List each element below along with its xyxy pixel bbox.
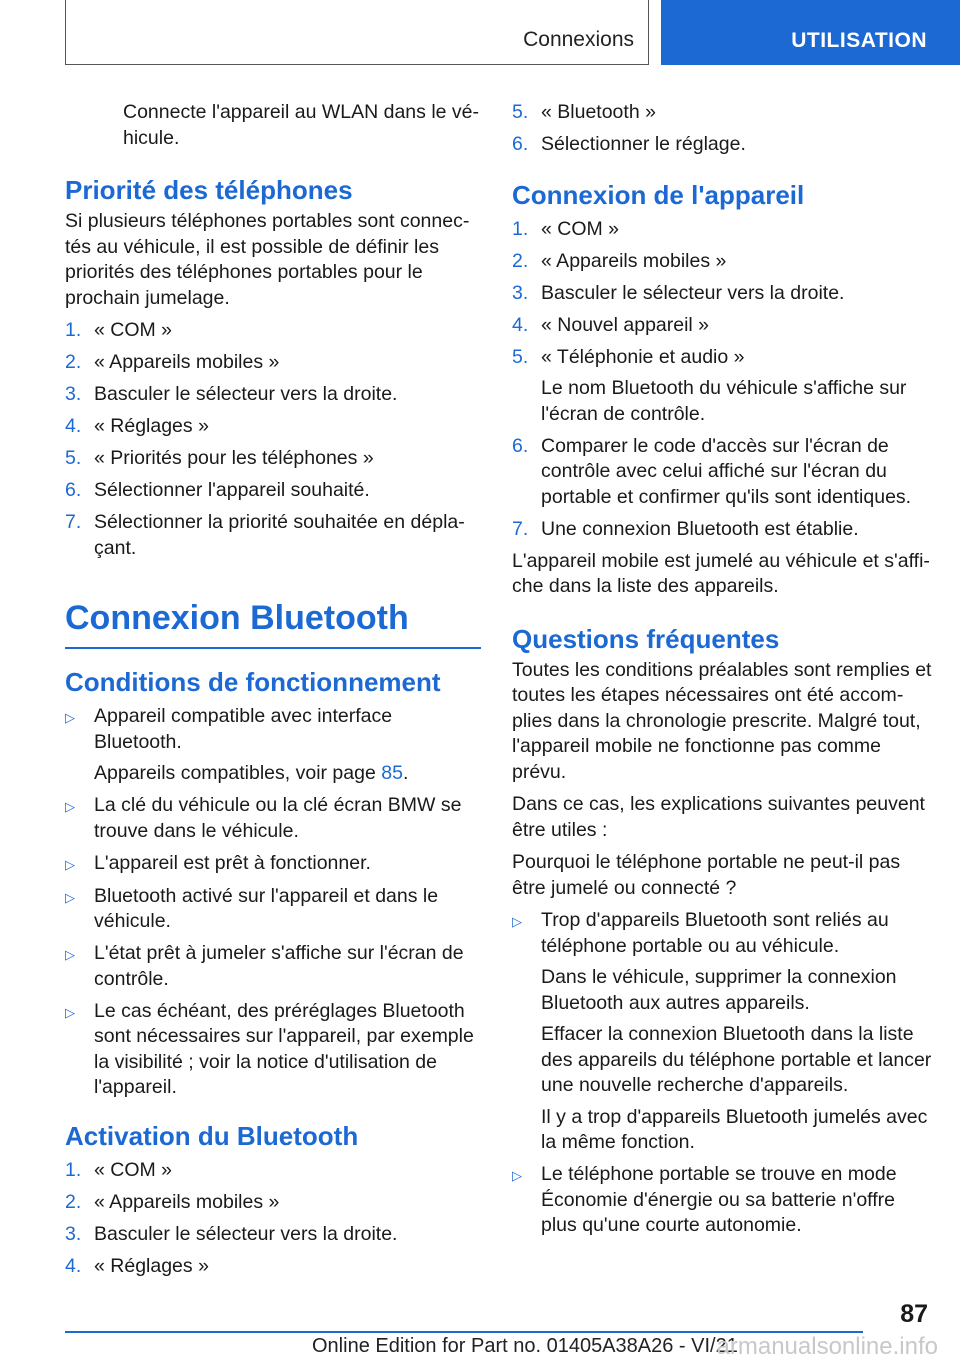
triangle-right-icon: ▷: [65, 947, 75, 962]
list-item: [512, 313, 932, 339]
condition-text: Le cas échéant, des préréglages Bluetooth sont nécessaires sur l'appareil, par exemple la visibilité ; voir la notice d'utilisation de l'appareil.: [94, 999, 474, 1098]
list-item: [512, 100, 932, 126]
list-item: [512, 249, 932, 275]
page-link[interactable]: 85: [381, 762, 403, 784]
step-text: Basculer le sélecteur vers la droite.: [94, 1222, 398, 1245]
list-item: [65, 382, 481, 408]
list-item: [65, 510, 481, 561]
triangle-right-icon: ▷: [512, 914, 522, 929]
list-item: [512, 434, 932, 511]
step-text: « Priorités pour les téléphones »: [94, 447, 374, 469]
list-item: [512, 1162, 932, 1239]
step-text: « COM »: [541, 217, 620, 240]
faq-list: [512, 908, 932, 1239]
step-text: Une connexion Bluetooth est établie.: [541, 517, 859, 540]
step-number: 6.: [512, 434, 529, 457]
triangle-right-icon: ▷: [65, 710, 75, 725]
step-text: « Réglages »: [94, 1254, 209, 1277]
footer-watermark: armanualsonline.info: [716, 1333, 938, 1360]
step-number: 5.: [512, 345, 529, 368]
connect-steps: [512, 217, 932, 543]
step-text: « Réglages »: [94, 415, 209, 437]
step-number: 4.: [65, 1254, 82, 1277]
faq-p3: Pourquoi le téléphone portable ne peut-il pas être jumelé ou connecté ?: [512, 851, 901, 899]
list-item: [65, 1254, 481, 1280]
step-text: Sélectionner le réglage.: [541, 133, 746, 155]
connect-after: L'appareil mobile est jumelé au véhicule et s'affiche dans la liste des appareils.: [512, 549, 930, 597]
step-subtext: Le nom Bluetooth du véhicule s'affiche sur l'écran de contrôle.: [541, 377, 907, 425]
step-text: « Appareils mobiles »: [94, 1190, 280, 1213]
step-number: 2.: [65, 351, 82, 373]
step-text: Basculer le sélecteur vers la droite.: [94, 383, 398, 405]
list-item: [65, 1222, 481, 1248]
header-chapter-title: UTILISATION: [791, 29, 927, 52]
list-item: [65, 941, 481, 992]
faq-p1: Toutes les conditions préalables sont remplies et toutes les étapes nécessaires ont été accomplies dans la chronologie prescrite. Malgré tout, l'appareil mobile ne fonctionne pas comme prévu.: [512, 658, 932, 783]
heading-conditions: Conditions de fonctionnement: [65, 667, 441, 697]
faq-item-text: Le téléphone portable se trouve en mode Économie d'énergie ou sa batterie n'offre plus qu'une courte autonomie.: [541, 1163, 897, 1236]
step-number: 6.: [512, 133, 529, 155]
condition-text: L'appareil est prêt à fonctionner.: [94, 851, 371, 874]
faq-item-subtext: Effacer la connexion Bluetooth dans la liste des appareils du téléphone portable et lancer une nouvelle recherche d'appareils.: [541, 1023, 932, 1096]
condition-sub: Appareils compatibles, voir page 85.: [94, 762, 409, 784]
list-item: [65, 884, 481, 935]
step-text: « Bluetooth »: [541, 101, 656, 123]
list-item: [65, 793, 481, 844]
list-item: [512, 132, 932, 158]
priority-body: Si plusieurs téléphones portables sont connectés au véhicule, il est possible de définir les priorités des téléphones portables pour le prochain jumelage.: [65, 210, 470, 309]
triangle-right-icon: ▷: [65, 856, 75, 872]
triangle-right-icon: ▷: [65, 799, 75, 814]
heading-priority: Priorité des téléphones: [65, 175, 353, 205]
step-number: 7.: [65, 511, 82, 533]
priority-steps: [65, 318, 481, 561]
right-column: [512, 100, 932, 1245]
step-text: Comparer le code d'accès sur l'écran de contrôle avec celui affiché sur l'écran du portable et confirmer qu'ils sont identiques.: [541, 434, 912, 508]
triangle-right-icon: ▷: [512, 1168, 522, 1183]
step-number: 2.: [512, 249, 529, 272]
step-number: 4.: [512, 313, 529, 336]
list-item: [512, 908, 932, 1156]
condition-text: Appareil compatible avec interface Bluetooth.: [94, 705, 393, 753]
list-item: [65, 478, 481, 504]
triangle-right-icon: ▷: [65, 889, 75, 905]
step-number: 5.: [512, 101, 529, 123]
list-item: [65, 414, 481, 440]
step-text: « Nouvel appareil »: [541, 313, 710, 336]
step-number: 3.: [65, 383, 82, 405]
faq-item-subtext: Dans le véhicule, supprimer la connexion Bluetooth aux autres appareils.: [541, 966, 897, 1014]
activation-steps: [65, 1158, 481, 1280]
step-number: 2.: [65, 1190, 82, 1213]
step-text: « COM »: [94, 1158, 173, 1181]
list-item: [512, 281, 932, 307]
step-text: « COM »: [94, 319, 173, 341]
page-number: 87: [900, 1300, 928, 1328]
step-text: « Appareils mobiles »: [541, 249, 727, 272]
condition-text: Bluetooth activé sur l'appareil et dans le véhicule.: [94, 884, 439, 932]
list-item: [512, 217, 932, 243]
step-text: « Téléphonie et audio »: [541, 345, 745, 368]
step-number: 3.: [65, 1222, 82, 1245]
list-item: [65, 1190, 481, 1216]
left-column: [65, 100, 481, 1286]
step-number: 3.: [512, 281, 529, 304]
footer-edition: Online Edition for Part no. 01405A38A26 - VI/21: [312, 1335, 738, 1357]
triangle-right-icon: ▷: [65, 1004, 75, 1020]
list-item: [65, 999, 481, 1101]
heading-connect: Connexion de l'appareil: [512, 179, 805, 210]
step-number: 1.: [512, 217, 529, 240]
step-number: 1.: [65, 319, 82, 341]
conditions-list: [65, 704, 481, 1101]
step-number: 6.: [65, 479, 82, 501]
list-item: [65, 704, 481, 787]
heading-bluetooth: Connexion Bluetooth: [65, 597, 481, 649]
step-number: 1.: [65, 1158, 82, 1181]
activation-steps-continued: [512, 100, 932, 158]
list-item: [65, 350, 481, 376]
heading-activation: Activation du Bluetooth: [65, 1120, 359, 1151]
intro-text: Connecte l'appareil au WLAN dans le véhicule.: [123, 101, 480, 149]
faq-item-subtext: Il y a trop d'appareils Bluetooth jumelés avec la même fonction.: [541, 1105, 928, 1153]
heading-faq: Questions fréquentes: [512, 623, 780, 654]
list-item: [65, 318, 481, 344]
step-number: 7.: [512, 517, 529, 540]
header-section-box: [65, 0, 649, 65]
step-text: « Appareils mobiles »: [94, 351, 280, 373]
faq-item-text: Trop d'appareils Bluetooth sont reliés au téléphone portable ou au véhicule.: [541, 909, 889, 957]
condition-text: La clé du véhicule ou la clé écran BMW se trouve dans le véhicule.: [94, 794, 462, 842]
list-item: [65, 1158, 481, 1184]
step-text: Sélectionner l'appareil souhaité.: [94, 479, 370, 501]
step-number: 5.: [65, 447, 82, 469]
list-item: [512, 345, 932, 428]
faq-p2: Dans ce cas, les explications suivantes peuvent être utiles :: [512, 793, 925, 841]
step-number: 4.: [65, 415, 82, 437]
list-item: [512, 517, 932, 543]
list-item: [65, 446, 481, 472]
header-chapter-tab: [661, 0, 960, 65]
list-item: [65, 851, 481, 878]
condition-text: L'état prêt à jumeler s'affiche sur l'écran de contrôle.: [94, 942, 464, 990]
step-text: Sélectionner la priorité souhaitée en déplaçant.: [94, 511, 465, 559]
header-section-title: Connexions: [523, 28, 634, 51]
step-text: Basculer le sélecteur vers la droite.: [541, 281, 845, 304]
